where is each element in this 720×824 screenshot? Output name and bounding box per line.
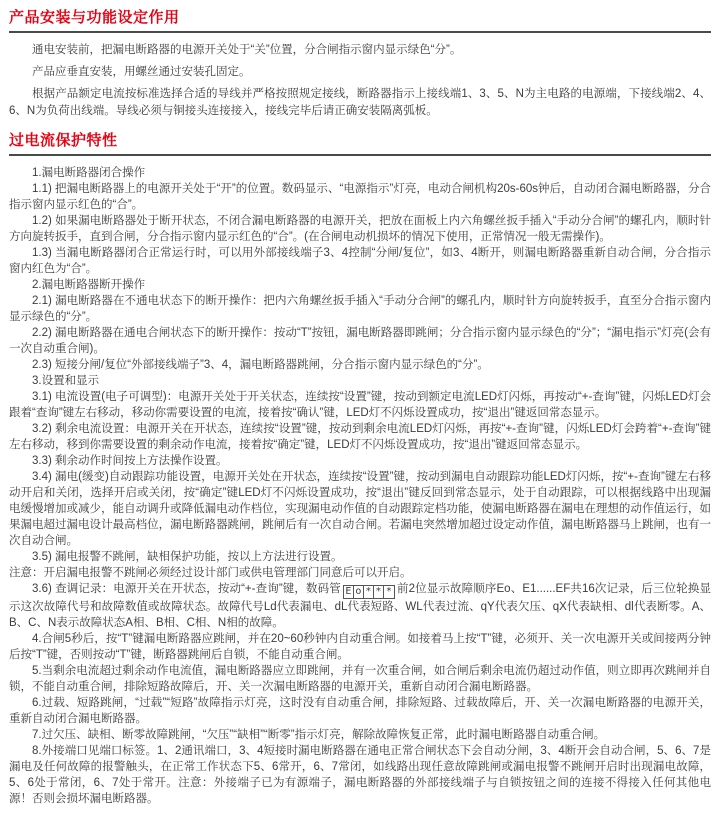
record-text-after: 前2位显示故障顺序Eo、E1......EF共16次记录，后三位轮换显示这次故障代号和故障数值或故障状态。故障代号Ld代表漏电、dL代表短路、WL代表过流、qY代表欠压、qX代表缺相、dl代表断零。A、B、C、N表示故障状态A相、B相、C相、N相的故障。 [9, 583, 711, 629]
display-cell: * [374, 586, 384, 598]
section2-title-rule [9, 154, 711, 156]
display-cell: E [344, 586, 354, 598]
section2-title: 过电流保护特性 [9, 132, 118, 149]
paragraph: 1.1) 把漏电断路器上的电源开关处于“开”的位置。数码显示、“电源指示”灯亮，电动合闸机构20s-60s钟后，自动闭合漏电断路器，分合指示窗内显示红色的“合”。 [9, 183, 711, 211]
section1-title: 产品安装与功能设定作用 [9, 9, 180, 26]
section2-body-part1 [9, 165, 711, 581]
record-query-paragraph [9, 581, 711, 631]
section2-body-part2 [9, 631, 711, 807]
paragraph: 1.2) 如果漏电断路器处于断开状态，不闭合漏电断路器的电源开关，把放在面板上内六角螺丝扳手插入“手动分合闸”的螺孔内，顺时针方向旋转扳手，直到合闸，分合指示窗内显示红色的“合”。(在合闸电动机损坏的情况下使用，正常情况一般无需操作)。 [9, 215, 711, 243]
paragraph: 2.2) 漏电断路器在通电合闸状态下的断开操作：按动“T”按钮，漏电断路器即跳闸；分合指示窗内显示绿色的“分”；“漏电指示”灯亮(会有一次自动重合闸)。 [9, 327, 711, 355]
display-cell: o [354, 586, 364, 598]
paragraph: 3.设置和显示 [32, 375, 100, 387]
paragraph: 注意：开启漏电报警不跳闸必须经过设计部门或供电管理部门同意后可以开启。 [9, 567, 412, 579]
paragraph: 3.3) 剩余动作时间按上方法操作设置。 [32, 455, 228, 467]
paragraph: 2.1) 漏电断路器在不通电状态下的断开操作：把内六角螺丝扳手插入“手动分合闸”的螺孔内，顺时针方向旋转扳手，直至分合指示窗内显示绿色的“分”。 [9, 295, 711, 323]
paragraph: 通电安装前，把漏电断路器的电源开关处于“关”位置，分合闸指示窗内显示绿色“分”。 [32, 44, 462, 56]
display-cell: * [364, 586, 374, 598]
paragraph: 5.当剩余电流超过剩余动作电流值，漏电断路器应立即跳闸，并有一次重合闸，如合闸后剩余电流仍超过动作值，则立即再次跳闸并自锁，不能自动重合闸，排除短路故障后，开、关一次漏电断路器的电源开关，重新自动闭合漏电断路器。 [9, 665, 711, 693]
paragraph: 3.5) 漏电报警不跳闸，缺相保护功能，按以上方法进行设置。 [32, 551, 343, 563]
paragraph: 3.4) 漏电(缓变)自动跟踪功能设置，电源开关处在开状态，连续按“设置”键，按动到漏电自动跟踪功能LED灯闪烁，按“+-查询”键左右移动开启和关闭，选择开启或关闭，按“确定”键LED灯不闪烁设置成功，按“退出”键反回到常态显示，处于自动跟踪，可以根据线路中出现漏电缓慢增加或减少，能自动调升或降低漏电动作档位，实现漏电动作值的自动跟踪定档功能，使漏电断路器在漏电在理想的动作值运行，如果漏电超过漏电设计最高档位，漏电断路器跳闸，跳闸后有一次自动合闸。若漏电突然增加超过设定动作值，漏电断路器马上跳闸，也有一次自动合闸。 [9, 471, 711, 547]
seven-segment-display-box [343, 585, 395, 599]
paragraph: 产品应垂直安装，用螺丝通过安装孔固定。 [32, 66, 251, 78]
section1-body [9, 42, 711, 120]
paragraph: 7.过欠压、缺相、断零故障跳闸，“欠压”“缺相”“断零”指示灯亮，解除故障恢复正常，此时漏电断路器自动重合闸。 [32, 729, 606, 741]
paragraph: 1.漏电断路器闭合操作 [32, 167, 146, 179]
paragraph: 3.2) 剩余电流设置：电源开关在开状态，连续按“设置”键，按动到剩余电流LED灯闪烁，再按“+-查询”键，闪烁LED灯会跨着“+-查询”键左右移动，移到你需要设置的剩余动作电流，接着按“确定”键，LED灯不闪烁设置成功，按“退出”键返回常态显示。 [9, 423, 711, 451]
paragraph: 2.3) 短接分闸/复位“外部接线端子”3、4，漏电断路器跳闸，分合指示窗内显示绿色的“分”。 [32, 359, 489, 371]
record-text-before: 3.6) 查调记录：电源开关在开状态，按动“+-查询”键，数码管 [32, 583, 341, 595]
paragraph: 8.外接端口见端口标签。1、2通讯端口，3、4短接时漏电断路器在通电正常合闸状态下会自动分闸，3、4断开会自动合闸，5、6、7是漏电及任何故障的报警触头，在正常工作状态下5、6常开，6、7常闭，如线路出现任意故障跳闸或漏电报警不跳闸开启时出现漏电故障，5、6处于常闭，6、7处于常开。注意：外接端子已为有源端子，漏电断路器的外部接线端子与自锁按钮之间的连接不得接入任何其他电源！否则会损坏漏电断路器。 [9, 745, 711, 805]
section1-title-rule [9, 31, 711, 33]
paragraph: 2.漏电断路器断开操作 [32, 279, 146, 291]
paragraph: 1.3) 当漏电断路器闭合正常运行时，可以用外部接线端子3、4控制“分闸/复位”，如3、4断开，则漏电断路器重新自动合闸，分合指示窗内红色为“合”。 [9, 247, 711, 275]
paragraph: 4.合闸5秒后，按“T”键漏电断路器应跳闸，并在20~60秒钟内自动重合闸。如接着马上按“T”键，必须开、关一次电源开关或间接两分钟后按“T”键，否则按动“T”键，断路器跳闸后自锁，不能自动重合闸。 [9, 633, 711, 661]
paragraph: 6.过载、短路跳闸，“过载”“短路”故障指示灯亮，这时没有自动重合闸，排除短路、过载故障后，开、关一次漏电断路器的电源开关，重新自动闭合漏电断路器。 [9, 697, 711, 725]
paragraph: 根据产品额定电流按标准选择合适的导线并严格按照规定接线，断路器指示上接线端1、3、5、N为主电路的电源端，下接线端2、4、6、N为负荷出线端。导线必须与铜接头连接接入，接线完毕后请正确安装隔离弧板。 [9, 88, 711, 117]
display-cell: * [385, 586, 392, 597]
paragraph: 3.1) 电流设置(电子可调型)：电源开关处于开关状态，连续按“设置”键，按动到额定电流LED灯闪烁，再按动“+-查询”键，闪烁LED灯会跟着“查询”键左右移动，移动你需要设置的电流，接着按“确认”键，LED灯不闪烁设置成功，按“退出”键返回常态显示。 [9, 391, 711, 419]
